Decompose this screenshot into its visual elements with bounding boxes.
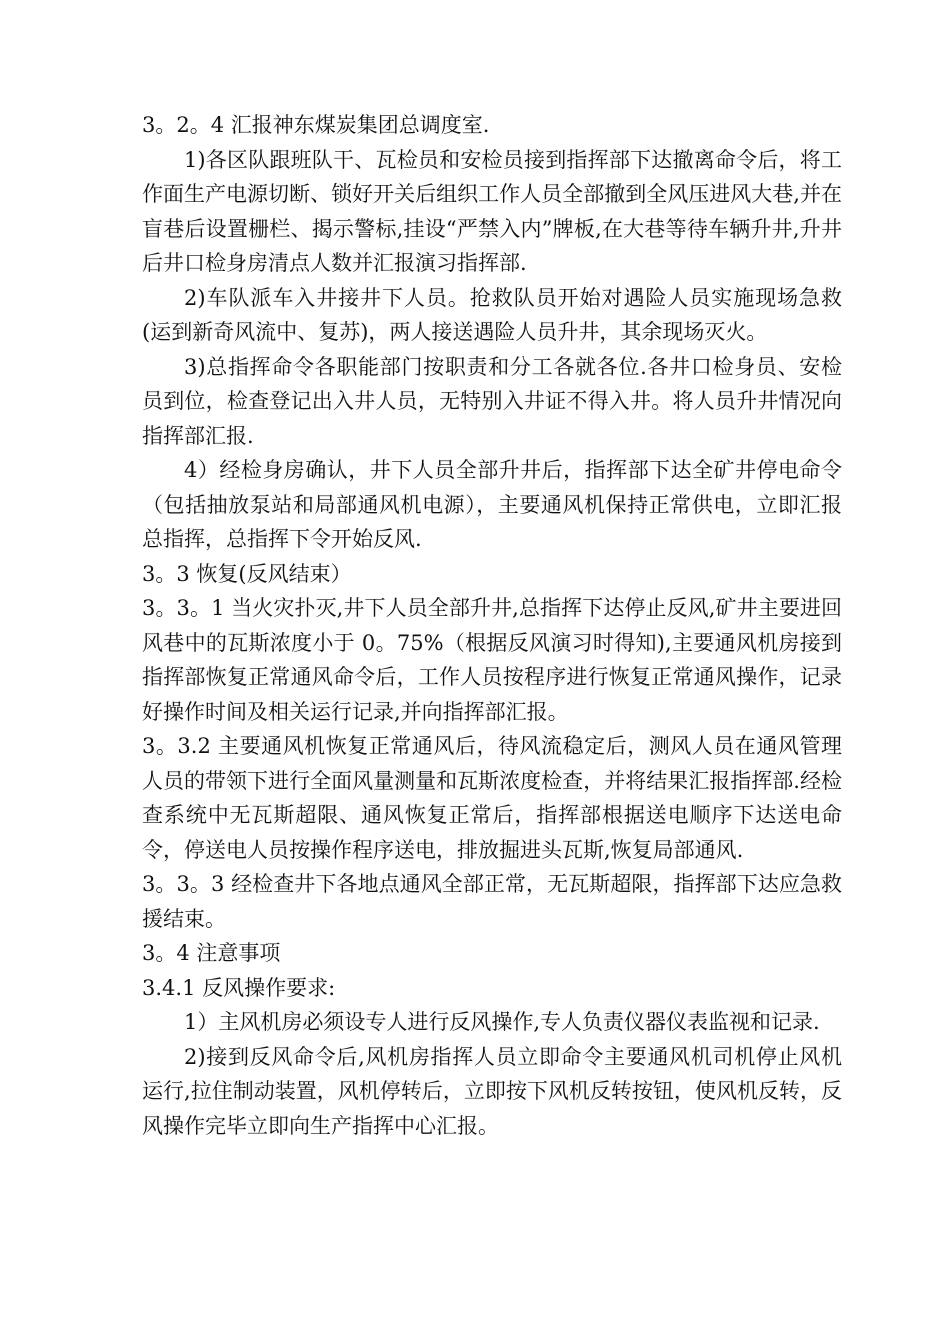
section-heading-3-3: 3。3 恢复(反风结束） [142, 561, 352, 586]
paragraph-item-2: 2)车队派车入井接井下人员。抢救队员开始对遇险人员实施现场急救(运到新奇风流中、复苏)，两人接送遇险人员升井，其余现场灭火。 [142, 285, 842, 344]
paragraph-item-3: 3)总指挥命令各职能部门按职责和分工各就各位.各井口检身员、安检员到位，检查登记出入井人员，无特别入井证不得入井。将人员升井情况向指挥部汇报. [142, 354, 842, 448]
paragraph-3-3-1: 3。3。1 当火灾扑灭,井下人员全部升井,总指挥下达停止反风,矿井主要进回风巷中的瓦斯浓度小于 0。75%（根据反风演习时得知),主要通风机房接到指挥部恢复正常通风命令后，工作人员按程序进行恢复正常通风操作，记录好操作时间及相关运行记录,并向指挥部汇报。 [142, 596, 842, 724]
document-body [142, 108, 842, 1143]
paragraph-requirement-2: 2)接到反风命令后,风机房指挥人员立即命令主要通风机司机停止风机运行,拉住制动装置，风机停转后，立即按下风机反转按钮，使风机反转，反风操作完毕立即向生产指挥中心汇报。 [142, 1044, 842, 1138]
paragraph-requirement-1: 1）主风机房必须设专人进行反风操作,专人负责仪器仪表监视和记录. [184, 1010, 820, 1034]
paragraph-3-3-3: 3。3。3 经检查井下各地点通风全部正常，无瓦斯超限，指挥部下达应急救援结束。 [142, 872, 842, 931]
subsection-heading-3-4-1: 3.4.1 反风操作要求: [142, 975, 336, 1000]
paragraph-3-3-2: 3。3.2 主要通风机恢复正常通风后，待风流稳定后，测风人员在通风管理人员的带领下进行全面风量测量和瓦斯浓度检查，并将结果汇报指挥部.经检查系统中无瓦斯超限、通风恢复正常后，指挥部根据送电顺序下达送电命令，停送电人员按操作程序送电，排放掘进头瓦斯,恢复局部通风. [142, 734, 842, 862]
section-heading-3-2-4: 3。2。4 汇报神东煤炭集团总调度室. [142, 113, 490, 137]
paragraph-item-1: 1)各区队跟班队干、瓦检员和安检员接到指挥部下达撤离命令后，将工作面生产电源切断、锁好开关后组织工作人员全部撤到全风压进风大巷,并在盲巷后设置栅栏、揭示警标,挂设“严禁入内”牌板,在大巷等待车辆升井,升井后井口检身房清点人数并汇报演习指挥部. [142, 147, 842, 275]
section-heading-3-4: 3。4 注意事项 [142, 941, 281, 965]
paragraph-item-4: 4）经检身房确认，井下人员全部升井后，指挥部下达全矿井停电命令（包括抽放泵站和局部通风机电源），主要通风机保持正常供电，立即汇报总指挥，总指挥下令开始反风. [142, 458, 842, 551]
